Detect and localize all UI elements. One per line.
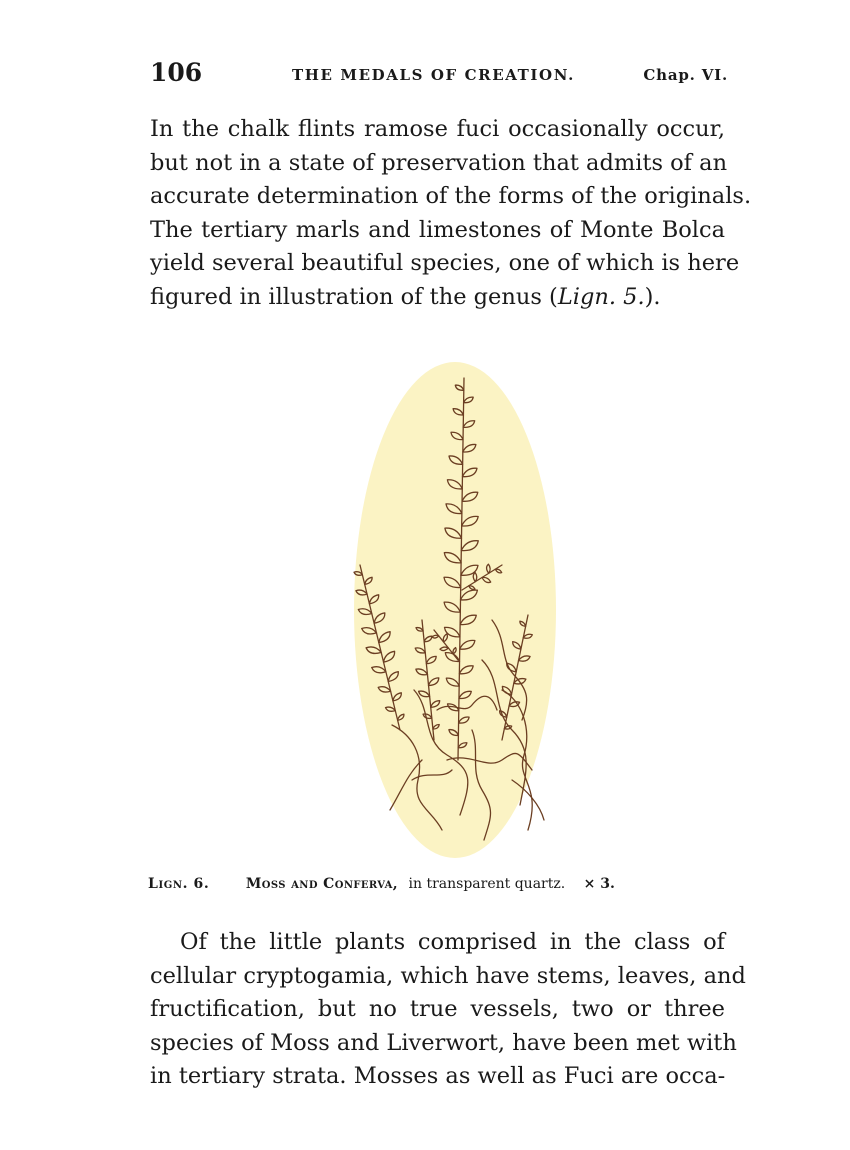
quartz-background bbox=[354, 362, 556, 858]
chapter-label: Chap. VI. bbox=[643, 66, 728, 84]
text-line: cellular cryptogamia, which have stems, leaves, and bbox=[150, 962, 746, 989]
text-line: but not in a state of preservation that admits of an bbox=[150, 149, 728, 176]
text-line: accurate determination of the forms of the originals. bbox=[150, 183, 752, 209]
text-line: yield several beautiful species, one of which is here bbox=[150, 250, 740, 276]
text-line: Of the little plants comprised in the class of bbox=[180, 929, 725, 955]
page-header bbox=[150, 58, 728, 90]
text-line: In the chalk flints ramose fuci occasionally occur, bbox=[150, 116, 725, 142]
figure-caption bbox=[148, 876, 748, 892]
text-line-start: figured in illustration of the genus ( bbox=[150, 283, 558, 310]
text-line: species of Moss and Liverwort, have been met with bbox=[150, 1029, 737, 1056]
text-line: in tertiary strata. Mosses as well as Fuci are occa- bbox=[150, 1063, 726, 1089]
figure-reference: Lign. 5. bbox=[557, 283, 645, 310]
running-title: THE MEDALS OF CREATION. bbox=[292, 66, 575, 84]
text-line: fructification, but no true vessels, two or three bbox=[150, 996, 725, 1022]
moss-illustration bbox=[352, 360, 558, 860]
text-line: The tertiary marls and limestones of Monte Bolca bbox=[150, 216, 725, 243]
moss-conferva-figure bbox=[352, 360, 558, 860]
text-line-last bbox=[150, 281, 725, 315]
paragraph-chalk-flints bbox=[150, 113, 752, 314]
caption-magnification: × 3. bbox=[583, 876, 615, 892]
text-line-end: ). bbox=[644, 283, 661, 310]
caption-medium: in transparent quartz. bbox=[408, 876, 566, 892]
page-number: 106 bbox=[150, 58, 203, 87]
caption-name: Moss and Conferva, bbox=[245, 876, 399, 892]
paragraph-cryptogamia bbox=[150, 926, 746, 1094]
caption-label: Lign. 6. bbox=[148, 876, 210, 892]
